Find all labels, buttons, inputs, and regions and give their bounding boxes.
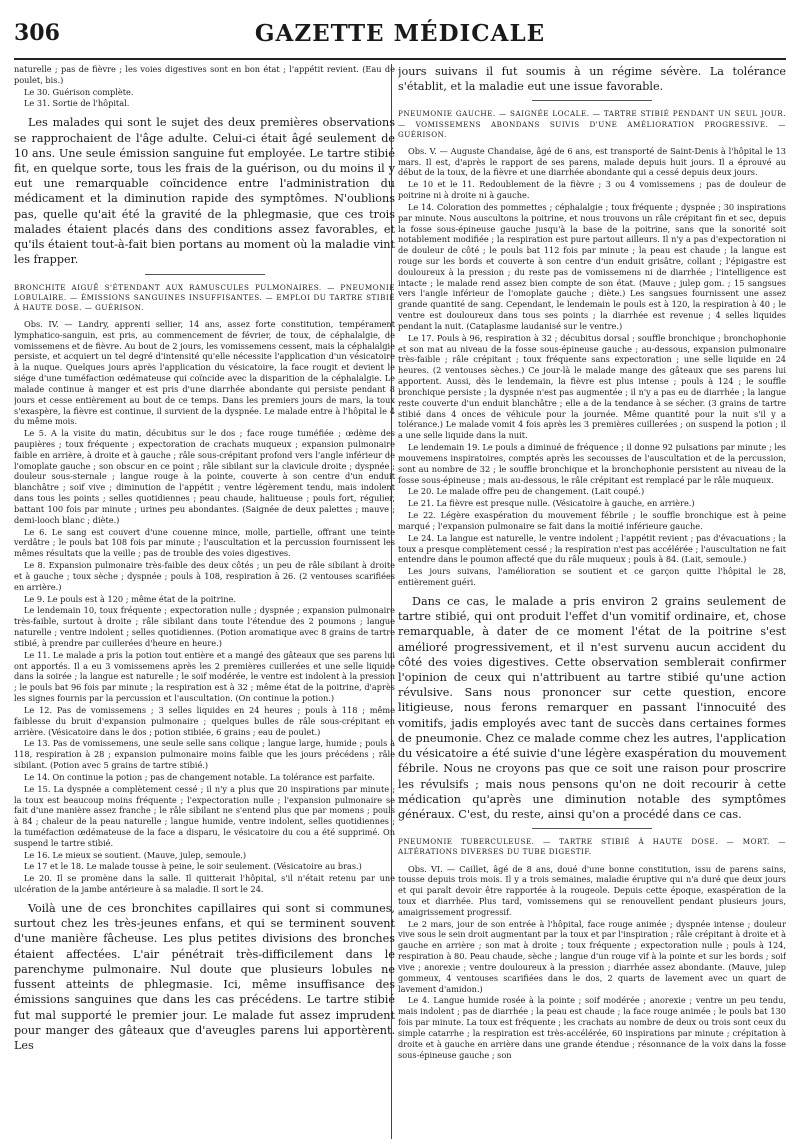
- section-heading: BRONCHITE AIGUË S'ÉTENDANT AUX RAMUSCULES PULMONAIRES. — PNEUMONIE LOBULAIRE. — ÉMISSIONS SANGUINES INSUFFISANTES. — EMPLOI DU TARTRE STIBIÉ À HAUTE DOSE. — GUÉRISON.: [14, 282, 395, 312]
- paragraph: Obs. V. — Auguste Chandaise, âgé de 6 ans, est transporté de Saint-Denis à l'hôpital le 13 mars. Il est, d'après le rapport de ses parens, malade depuis huit jours. Il a éprouvé au début de la toux, de la fièvre et une diarrhée abondante qui a cessé depuis deux jours.: [398, 145, 786, 178]
- paragraph: Obs. VI. — Caillet, âgé de 8 ans, doué d'une bonne constitution, issu de parens sains, tousse depuis trois mois. Il y a trois semaines, maladie éruptive qui n'a duré que deux jours et qui paraît devoir être rapportée à la rougeole. Depuis cette époque, exaspération de la toux et diarrhée. Plus tard, vomissemens qui se renouvellent pendant plusieurs jours, amaigrissement progressif.: [398, 863, 786, 917]
- commentary-paragraph: jours suivans il fut soumis à un régime sévère. La tolérance s'établit, et la maladie eut une issue favorable.: [398, 65, 786, 94]
- paragraph: Le 6. Le sang est couvert d'une couenne mince, molle, partielle, offrant une teinte verdâtre ; le pouls bat 108 fois par minute ; l'auscultation et la percussion fournissent les mêmes résultats que la veille ; pas de trouble des voies digestives.: [14, 526, 395, 559]
- right-column: [398, 64, 786, 1140]
- page-number: 306: [14, 20, 60, 46]
- paragraph: Le 20. Le malade offre peu de changement. (Lait coupé.): [408, 486, 645, 497]
- commentary-paragraph: Voilà une de ces bronchites capillaires qui sont si communes, surtout chez les très-jeunes enfans, et qui se terminent souvent d'une manière fâcheuse. Les plus petites divisions des bronches étaient affectées. L'air pénétrait très-difficilement dans le parenchyme pulmonaire. Nul doute que plusieurs lobules ne fussent atteints de phlegmasie. Ici, même insuffisance des émissions sanguines que dans les cas précédens. Le tartre stibié fut mal supporté le premier jour. Le malade fut assez imprudent pour manger des gâteaux que d'aveugles parens lui apportèrent. Les: [14, 901, 395, 1053]
- page-header: [14, 18, 786, 58]
- paragraph: Le 5. A la visite du matin, décubitus sur le dos ; face rouge tuméfiée ; œdème des paupières ; toux fréquente ; expectoration de crachats muqueux ; expansion pulmonaire faible en arrière, à droite et à gauche ; râle sous-crépitant profond vers l'angle inférieur de l'omoplate gauche ; son obscur en ce point ; râle sibilant sur la clavicule droite ; dyspnée ; douleur sous-sternale ; langue rouge à la pointe, couverte à son centre d'un enduit blanchâtre ; soif vive ; diminution de l'appétit ; ventre légèrement tendu, mais indolent dans tous les points ; selles quotidiennes ; peau chaude, halitueuse ; pouls fort, régulier, battant 100 fois par minute ; urines peu abondantes. (Saignée de deux palettes ; mauve ; demi-looch blanc ; diète.): [14, 428, 395, 525]
- paragraph: Le 11. Le malade a pris la potion tout entière et a mangé des gâteaux que ses parens lui ont apportés. Il a eu 3 vomissemens après les 2 premières cuillerées et une selle liquide dans la soirée ; la langue est naturelle ; le soif modérée, le ventre est indolent à la pression ; le pouls bat 96 fois par minute ; la respiration est à 32 ; même état de la poitrine, d'après les signes fournis par la percussion et l'auscultation. (On continue la potion.): [14, 649, 395, 704]
- paragraph: Le lendemain 19. Le pouls a diminué de fréquence ; il donne 92 pulsations par minute ; les mouvemens inspiratoires, comptés après les secousses de l'auscultation et de la percussion, sont au nombre de 32 ; le souffle bronchique et la bronchophonie persistent au niveau de la fosse sous-épineuse ; mais au-dessous, le râle crépitant est remplacé par le râle muqueux.: [398, 442, 786, 485]
- section-heading: PNEUMONIE GAUCHE. — SAIGNÉE LOCALE. — TARTRE STIBIÉ PENDANT UN SEUL JOUR. — VOMISSEMENS ABONDANS SUIVIS D'UNE AMÉLIORATION PROGRESSIVE. — GUÉRISON.: [398, 109, 786, 139]
- paragraph: Le 15. La dyspnée a complètement cessé ; il n'y a plus que 20 inspirations par minute ; la toux est beaucoup moins fréquente ; l'expectoration nulle ; l'expansion pulmonaire se fait d'une manière assez franche ; le râle sibilant ne s'entend plus que par momens ; pouls à 84 ; chaleur de la peau naturelle ; langue humide, ventre indolent, selles quotidiennes ; la tuméfaction œdémateuse de la face a disparu, le vésicatoire du cou a été supprimé. On suspend le tartre stibié.: [14, 783, 395, 848]
- paragraph: Le 8. Expansion pulmonaire très-faible des deux côtés ; un peu de râle sibilant à droite et à gauche ; toux sèche ; dyspnée ; pouls à 108, respiration à 26. (2 ventouses scarifiées en arrière.): [14, 560, 395, 592]
- paragraph: Le lendemain 10, toux fréquente ; expectoration nulle ; dyspnée ; expansion pulmonaire très-faible, surtout à droite ; râle sibilant dans toute l'étendue des 2 poumons ; langue naturelle ; ventre indolent ; selles quotidiennes. (Potion aromatique avec 8 grains de tartre stibié, à prendre par cuillerées d'heure en heure.): [14, 605, 395, 648]
- paragraph: Le 17 et le 18. Le malade tousse à peine, le soir seulement. (Vésicatoire au bras.): [24, 861, 362, 872]
- paragraph: Le 20. Il se promène dans la salle. Il quitterait l'hôpital, s'il n'était retenu par une ulcération de la jambe antérieure à sa maladie. Il sort le 24.: [14, 873, 395, 895]
- section-rule: [532, 100, 652, 101]
- paragraph: Le 16. Le mieux se soutient. (Mauve, julep, semoule.): [24, 849, 247, 860]
- paragraph: Obs. IV. — Landry, apprenti sellier, 14 ans, assez forte constitution, tempérament lymphatico-sanguin, est pris, au commencement de février, de toux, de céphalalgie, de vomissemens et de fièvre. Au bout de 2 jours, les vomissemens cessent, mais la céphalalgie persiste, et acquiert un tel degré d'intensité qu'elle nécessite l'application d'un vésicatoire à la nuque. Quelques jours après l'application du vésicatoire, la face rougit et devient le siége d'une tuméfaction œdémateuse qui coïncide avec la disparition de la céphalalgie. Le malade continue à manger et est pris d'une diarrhée abondante qui persiste pendant 8 jours et cesse entièrement au bout de ce temps. Dans les premiers jours de mars, la toux s'exaspère, la fièvre est continue, il survient de la dyspnée. Le malade entre à l'hôpital le 4 du même mois.: [14, 318, 395, 427]
- paragraph: Les jours suivans, l'amélioration se soutient et ce garçon quitte l'hôpital le 28, entièrement guéri.: [398, 566, 786, 587]
- left-column: [14, 64, 395, 1140]
- paragraph: Le 30. Guérison complète.: [24, 86, 134, 97]
- paragraph: Le 24. La langue est naturelle, le ventre indolent ; l'appétit revient ; pas d'évacuations ; la toux a presque complètement cessé ; la respiration n'est pas accélérée ; l'auscultation ne fait entendre dans le poumon affecté que du râle muqueux ; pouls à 84. (Lait, semoule.): [398, 532, 786, 565]
- paragraph: Le 21. La fièvre est presque nulle. (Vésicatoire à gauche, en arrière.): [408, 498, 695, 509]
- paragraph: Le 9. Le pouls est à 120 ; même état de la poitrine.: [24, 593, 236, 604]
- paragraph: Le 31. Sortie de l'hôpital.: [24, 98, 130, 109]
- section-rule: [532, 828, 652, 829]
- paragraph: Le 13. Pas de vomissemens, une seule selle sans colique ; langue large, humide ; pouls à 118, respiration à 28 ; expansion pulmonaire moins faible que les jours précédens ; râle sibilant. (Potion avec 5 grains de tartre stibié.): [14, 738, 395, 771]
- paragraph: Le 2 mars, jour de son entrée à l'hôpital, face rouge animée ; dyspnée intense ; douleur vive sous le sein droit augmentant par la toux et par l'inspiration ; râle crépitant à droite et à gauche en arrière ; son mat à droite ; toux fréquente ; expectoration nulle ; pouls à 124, respiration à 80. Peau chaude, sèche ; langue d'un rouge vif à la pointe et sur les bords ; soif vive ; anorexie ; ventre douloureux à la pression ; diarrhée assez abondante. (Mauve, julep gommeux, 4 ventouses scarifiées dans le dos, 2 quarts de lavement avec un quart de lavement d'amidon.): [398, 918, 786, 994]
- paragraph: Le 12. Pas de vomissemens ; 3 selles liquides en 24 heures ; pouls à 118 ; même faiblesse du bruit d'expansion pulmonaire ; quelques bulles de râle sous-crépitant en arrière. (Vésicatoire dans le dos ; potion stibiée, 6 grains ; eau de poulet.): [14, 704, 395, 737]
- paragraph: Le 10 et le 11. Redoublement de la fièvre ; 3 ou 4 vomissemens ; pas de douleur de poitrine ni à droite ni à gauche.: [398, 179, 786, 201]
- section-rule: [145, 274, 265, 275]
- paragraph: Le 22. Légère exaspération du mouvement fébrile ; le souffle bronchique est à peine marqué ; l'expansion pulmonaire se fait dans la moitié inférieure gauche.: [398, 510, 786, 531]
- header-rule: [14, 58, 786, 60]
- paragraph: Le 14. On continue la potion ; pas de changement notable. La tolérance est parfaite.: [24, 771, 375, 782]
- paragraph: Le 14. Coloration des pommettes ; céphalalgie ; toux fréquente ; dyspnée ; 30 inspirations par minute. Nous auscultons la poitrine, et nous trouvons un râle crépitant fin et sec, depuis la fosse sous-épineuse gauche jusqu'à la base de la poitrine, sans que la sonorité soit notablement modifiée ; la respiration est pure partout ailleurs. Il n'y a pas d'expectoration ni de douleur de côté ; le pouls bat 112 fois par minute ; la peau est chaude ; la langue est rouge sur les bords et couverte à son centre d'un enduit grisâtre, collant ; l'épigastre est douloureux à la pression ; du reste pas de vomissemens ni de diarrhée ; l'intelligence est intacte ; le malade rend assez bien compte de son état. (Mauve ; julep gom. ; 15 sangsues vers l'angle inférieur de l'omoplate gauche ; diète.) Les sangsues fournissent une assez grande quantité de sang. Cependant, le lendemain le pouls est à 120, la respiration à 40 ; le ventre est douloureux dans tous ses points ; la diarrhée est revenue ; 4 selles liquides pendant la nuit. (Cataplasme laudanisé sur le ventre.): [398, 201, 786, 331]
- paragraph: Le 17. Pouls à 96, respiration à 32 ; décubitus dorsal ; souffle bronchique ; bronchophonie et son mat au niveau de la fosse sous-épineuse gauche ; au-dessous, expansion pulmonaire très-faible ; râle crépitant ; toux fréquente sans expectoration ; une selle liquide en 24 heures. (2 ventouses sèches.) Ce jour-là le malade mange des gâteaux que ses parens lui apportent. Aussi, dès le lendemain, la fièvre est plus intense ; pouls à 124 ; le souffle bronchique persiste ; la dyspnée n'est pas augmentée ; il n'y a pas eu de diarrhée ; la langue reste couverte d'un enduit blanchâtre ; elle a de la tendance à se sécher. (3 grains de tartre stibié dans 4 onces de véhicule pour la journée. Même quantité pour la nuit s'il y a tolérance.) Le malade vomit 4 fois après les 3 premières cuillerées ; on suspend la potion ; il a une selle liquide dans la nuit.: [398, 332, 786, 441]
- journal-title: GAZETTE MÉDICALE: [254, 20, 546, 47]
- section-heading: PNEUMONIE TUBERCULEUSE. — TARTRE STIBIÉ À HAUTE DOSE. — MORT. — ALTÉRATIONS DIVERSES DU TUBE DIGESTIF.: [398, 837, 786, 857]
- paragraph: naturelle ; pas de fièvre ; les voies digestives sont en bon état ; l'appétit revient. (Eau de poulet, bis.): [14, 64, 395, 85]
- commentary-paragraph: Les malades qui sont le sujet des deux premières observations se rapprochaient de l'âge adulte. Celui-ci était âgé seulement de 10 ans. Une seule émission sanguine fut employée. Le tartre stibié fit, en quelque sorte, tous les frais de la guérison, ou du moins il y eut une remarquable coïncidence entre l'administration du médicament et la diminution rapide des symptômes. N'oublions pas, quelle qu'ait été la gravité de la phlegmasie, que ces trois malades étaient placés dans des conditions assez favorables, et qu'ils étaient tout-à-fait bien portans au moment où la maladie vint les frapper.: [14, 116, 395, 267]
- paragraph: Le 4. Langue humide rosée à la pointe ; soif modérée ; anorexie ; ventre un peu tendu, mais indolent ; pas de diarrhée ; la peau est chaude ; la face rouge animée ; le pouls bat 130 fois par minute. La toux est fréquente ; les crachats au nombre de deux ou trois sont ceux du simple catarrhe ; la respiration est très-accélérée, 60 inspirations par minute ; crépitation à droite et à gauche en arrière dans une grande étendue ; résonnance de la voix dans la fosse sous-épineuse gauche ; son: [398, 995, 786, 1060]
- commentary-paragraph: Dans ce cas, le malade a pris environ 2 grains seulement de tartre stibié, qui ont produit l'effet d'un vomitif ordinaire, et, chose remarquable, à dater de ce moment l'état de la poitrine s'est amélioré progressivement, et il n'est survenu aucun accident du côté des voies digestives. Cette observation semblerait confirmer l'opinion de ceux qui n'attribuent au tartre stibié qu'une action révulsive. Sans nous prononcer sur cette question, encore litigieuse, nous ferons remarquer en passant l'innocuité des vomitifs, jadis employés avec tant de succès dans certaines formes de pneumonie. Chez ce malade comme chez les autres, l'application du vésicatoire a été suivie d'une légère exaspération du mouvement fébrile. Nous ne croyons pas que ce soit une raison pour proscrire les révulsifs ; mais nous pensons qu'on ne doit recourir à cette médication qu'après une diminution notable des symptômes généraux. C'est, du reste, ainsi qu'on a procédé dans ce cas.: [398, 594, 786, 822]
